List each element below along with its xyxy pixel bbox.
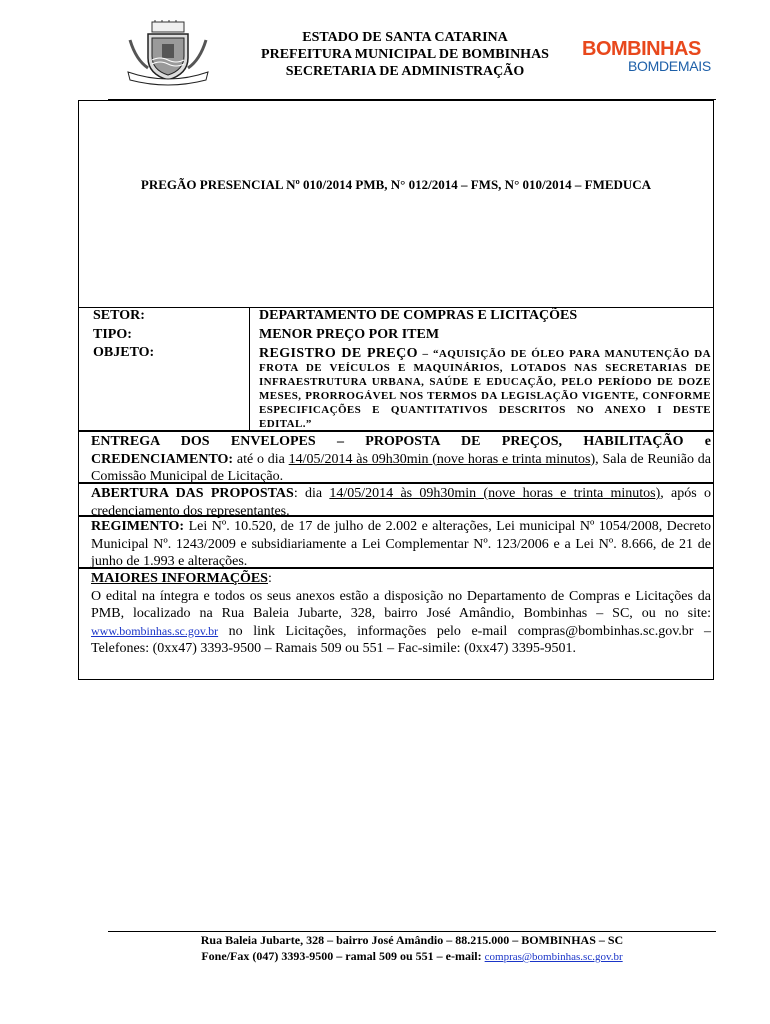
footer-email-link[interactable]: compras@bombinhas.sc.gov.br	[484, 951, 623, 963]
logo-tagline: BOMDEMAIS	[628, 58, 711, 74]
abertura-section	[78, 483, 714, 519]
municipal-crest-icon	[122, 20, 214, 88]
footer	[108, 932, 716, 965]
header-prefecture: PREFEITURA MUNICIPAL DE BOMBINHAS	[261, 47, 549, 62]
info-column-divider	[249, 308, 250, 430]
abertura-post: , após o credenciamento dos representantes.	[91, 486, 711, 519]
abertura-pre: : dia	[293, 486, 330, 501]
maiores-heading: MAIORES INFORMAÇÕES	[91, 571, 268, 586]
objeto-label: OBJETO:	[93, 345, 155, 360]
entrega-date: 14/05/2014 às 09h30min (nove horas e trinta minutos)	[288, 451, 596, 467]
website-link[interactable]: www.bombinhas.sc.gov.br	[91, 623, 219, 638]
abertura-date: 14/05/2014 às 09h30min (nove horas e trinta minutos)	[329, 486, 661, 501]
bombinhas-logo	[582, 38, 712, 78]
logo-wordmark: BOMBINHAS	[582, 38, 701, 60]
footer-phone: Fone/Fax (047) 3393-9500 – ramal 509 ou 551 – e-mail:	[201, 949, 485, 963]
tipo-value: MENOR PREÇO POR ITEM	[259, 327, 440, 342]
setor-label: SETOR:	[93, 308, 145, 323]
document-title: PREGÃO PRESENCIAL Nº 010/2014 PMB, N° 012/2014 – FMS, N° 010/2014 – FMEDUCA	[140, 177, 652, 192]
footer-address: Rua Baleia Jubarte, 328 – bairro José Amândio – 88.215.000 – BOMBINHAS – SC	[200, 933, 624, 947]
entrega-pre: até o dia	[233, 451, 289, 467]
regimento-text: Lei Nº. 10.520, de 17 de julho de 2.002 e alterações, Lei municipal Nº 1054/2008, Decreto Municipal Nº. 1243/2009 e subsidiariamente a Lei Complementar Nº. 123/2006 e a Lei Nº. 8.666, de 21 de junho de 1.993 e alterações.	[91, 519, 711, 569]
title-box	[78, 100, 714, 308]
abertura-heading: ABERTURA DAS PROPOSTAS	[91, 486, 294, 501]
entrega-heading: ENTREGA DOS ENVELOPES – PROPOSTA DE PREÇOS, HABILITAÇÃO e CREDENCIAMENTO:	[91, 434, 711, 467]
footer-contact	[108, 948, 716, 965]
letterhead	[230, 29, 580, 80]
setor-value: DEPARTAMENTO DE COMPRAS E LICITAÇÕES	[259, 308, 578, 323]
info-table	[78, 307, 714, 431]
entrega-post: , Sala de Reunião da Comissão Municipal de Licitação.	[91, 451, 711, 484]
objeto-text: – “AQUISIÇÃO DE ÓLEO PARA MANUTENÇÃO DA FROTA DE VEÍCULOS E MAQUINÁRIOS, LOTADOS NAS SECRETARIAS DE INFRAESTRUTURA URBANA, SAÚDE E EDUCAÇÃO, PELO PERÍODO DE DOZE MESES, PRORROGÁVEL NOS TERMOS DA LEGISLAÇÃO VIGENTE, CONFORME ESPECIFICAÇÕES E QUANTITATIVOS DESCRITOS NO ANEXO I DESTE EDITAL.”	[259, 348, 711, 430]
maiores-text-2: no link Licitações, informações pelo e-mail compras@bombinhas.sc.gov.br – Telefones: (0xx47) 3393-9500 – Ramais 509 ou 551 – Fac-simile: (0xx47) 3395-9501.	[91, 623, 711, 656]
header-secretariat: SECRETARIA DE ADMINISTRAÇÃO	[285, 64, 525, 79]
maiores-text-1: O edital na íntegra e todos os seus anexos estão a disposição no Departamento de Compras e Licitações da PMB, localizado na Rua Baleia Jubarte, 328, bairro José Amândio, Bombinhas – SC, ou no site:	[91, 588, 711, 621]
tipo-label: TIPO:	[93, 327, 132, 342]
objeto-value	[259, 347, 711, 431]
regimento-section	[78, 516, 714, 568]
regimento-heading: REGIMENTO:	[91, 519, 185, 534]
maiores-section	[78, 568, 714, 680]
entrega-section	[78, 431, 714, 483]
maiores-colon: :	[267, 571, 272, 586]
header-state: ESTADO DE SANTA CATARINA	[302, 30, 508, 45]
objeto-lead: REGISTRO DE PREÇO	[259, 346, 418, 361]
